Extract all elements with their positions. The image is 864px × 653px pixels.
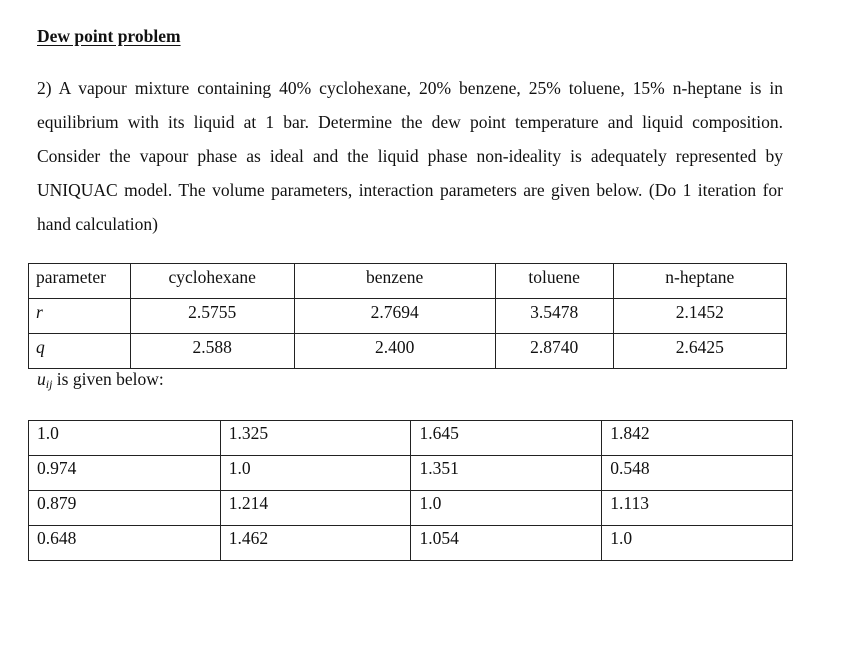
uij-cell: 1.462	[220, 526, 411, 561]
uij-cell: 1.113	[602, 491, 793, 526]
parameter-value-cell: 2.5755	[130, 299, 294, 334]
uij-cell: 1.325	[220, 421, 411, 456]
component-header-cell: toluene	[495, 264, 613, 299]
uij-caption-text: is given below:	[52, 369, 164, 389]
parameter-value-cell: 2.1452	[613, 299, 786, 334]
uij-cell: 1.351	[411, 456, 602, 491]
uij-cell: 0.879	[29, 491, 221, 526]
parameter-symbol-cell: q	[29, 334, 131, 369]
parameter-table-header-row	[29, 264, 787, 299]
uij-cell: 1.054	[411, 526, 602, 561]
parameter-header-cell: parameter	[29, 264, 131, 299]
uij-caption	[37, 369, 164, 392]
uij-cell: 1.0	[411, 491, 602, 526]
uij-cell: 0.548	[602, 456, 793, 491]
uij-row	[29, 421, 793, 456]
uij-symbol: u	[37, 369, 46, 389]
uij-cell: 1.214	[220, 491, 411, 526]
component-header-cell: cyclohexane	[130, 264, 294, 299]
uij-subscript: ij	[45, 377, 53, 391]
uij-row	[29, 491, 793, 526]
uij-cell: 1.0	[29, 421, 221, 456]
uij-row	[29, 456, 793, 491]
parameter-row-r	[29, 299, 787, 334]
parameter-symbol-cell: r	[29, 299, 131, 334]
parameter-value-cell: 2.588	[130, 334, 294, 369]
uij-table	[28, 420, 793, 561]
page-title: Dew point problem	[37, 26, 181, 46]
parameter-value-cell: 2.7694	[294, 299, 495, 334]
parameter-value-cell: 2.400	[294, 334, 495, 369]
uij-cell: 1.842	[602, 421, 793, 456]
uij-cell: 0.648	[29, 526, 221, 561]
component-header-cell: benzene	[294, 264, 495, 299]
parameter-row-q	[29, 334, 787, 369]
parameter-value-cell: 2.6425	[613, 334, 786, 369]
problem-statement: 2) A vapour mixture containing 40% cyclohexane, 20% benzene, 25% toluene, 15% n-heptane is in equilibrium with its liquid at 1 bar. Determine the dew point temperature and liquid composition. Consider the vapour phase as ideal and the liquid phase non-ideality is adequately represented by UNIQUAC model. The volume parameters, interaction parameters are given below. (Do 1 iteration for hand calculation)	[37, 78, 783, 234]
uij-cell: 1.0	[220, 456, 411, 491]
uij-cell: 1.0	[602, 526, 793, 561]
parameter-value-cell: 2.8740	[495, 334, 613, 369]
parameter-value-cell: 3.5478	[495, 299, 613, 334]
uij-cell: 0.974	[29, 456, 221, 491]
component-header-cell: n-heptane	[613, 264, 786, 299]
uij-row	[29, 526, 793, 561]
uij-cell: 1.645	[411, 421, 602, 456]
parameter-table	[28, 263, 787, 369]
